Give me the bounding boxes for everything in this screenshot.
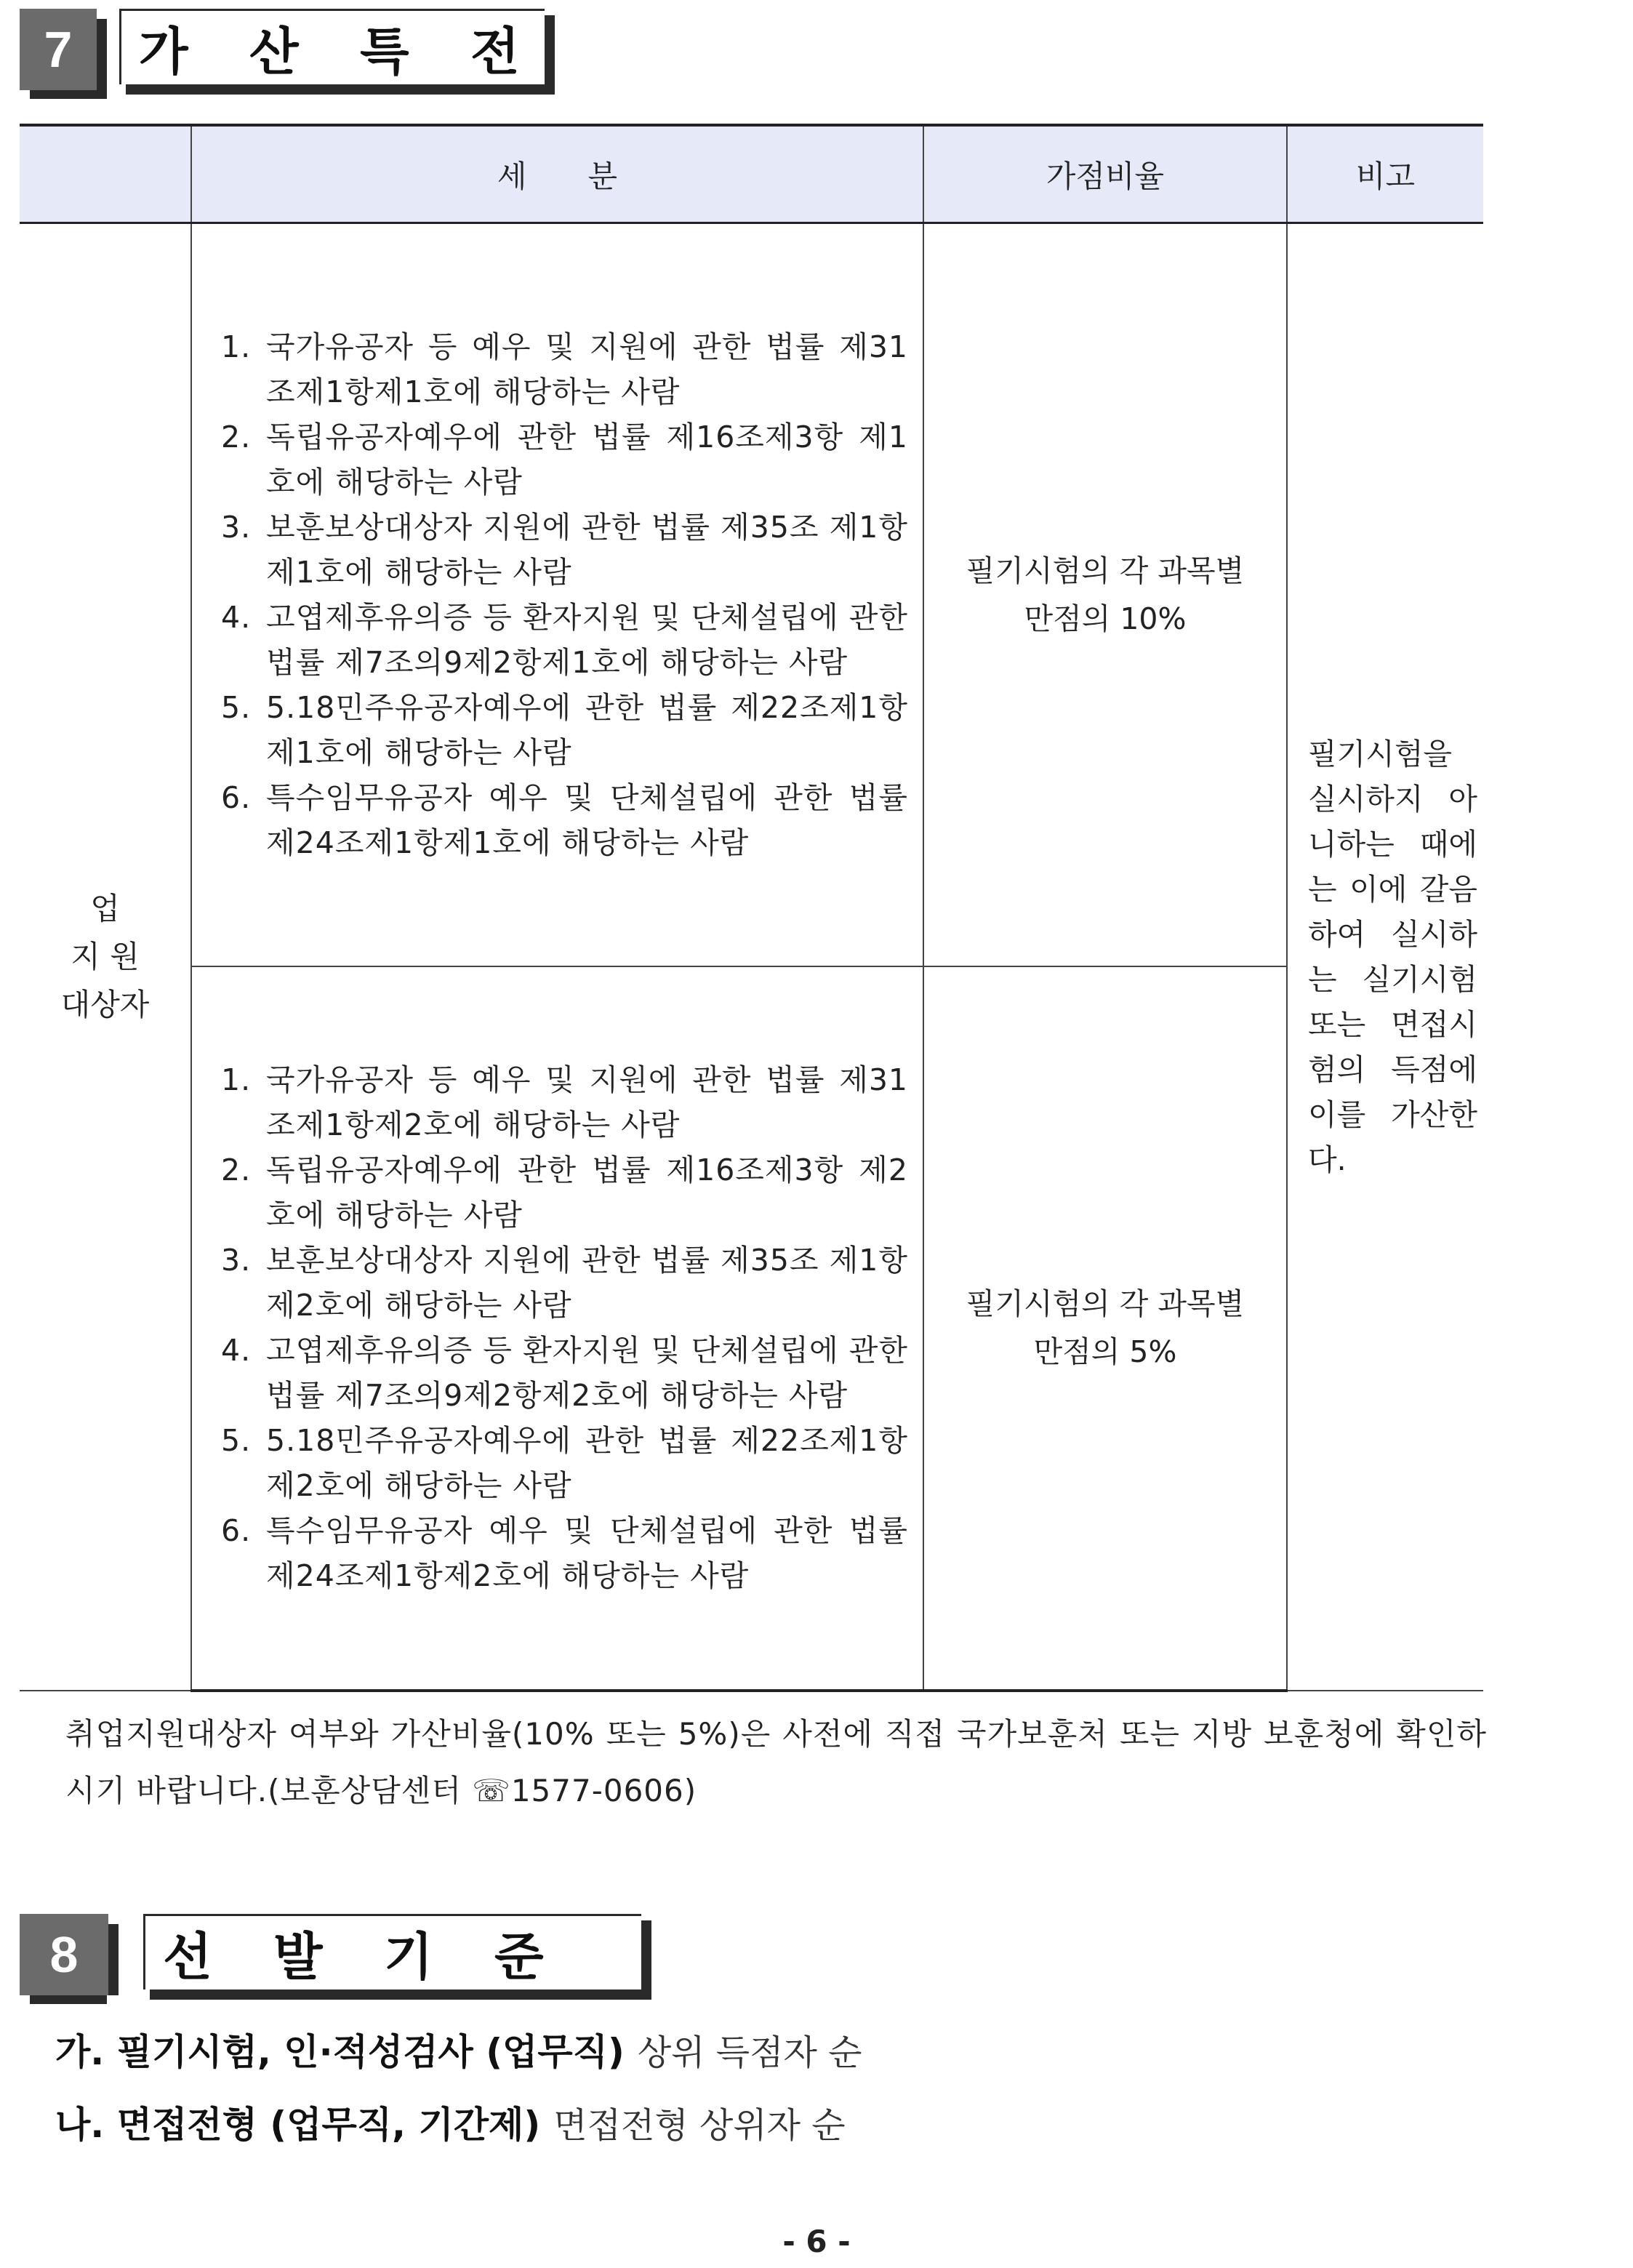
criteria-label: 나. 면접전형 (업무직, 기간제) bbox=[55, 2104, 541, 2146]
page-number: - 6 - bbox=[782, 2224, 851, 2259]
list-item: 5. 5.18민주유공자예우에 관한 법률 제22조제1항제2호에 해당하는 사람 bbox=[221, 1423, 908, 1503]
note-cell: 필기시험을 실시하지 아니하는 때에는 이에 갈음하여 실시하는 실기시험 또는 면접시험의 득점에 이를 가산한다. bbox=[1287, 223, 1483, 1691]
table-row bbox=[20, 223, 1483, 966]
detail-cell-group-1 bbox=[191, 223, 923, 966]
category-line: 지 원 bbox=[71, 938, 140, 974]
rate-line: 만점의 10% bbox=[1024, 601, 1187, 636]
list-item: 1. 국가유공자 등 예우 및 지원에 관한 법률 제31조제1항제2호에 해당하는 사람 bbox=[221, 1062, 908, 1142]
section-title: 선 발 기 준 bbox=[143, 1914, 641, 1989]
notice-paragraph: 취업지원대상자 여부와 가산비율(10% 또는 5%)은 사전에 직접 국가보훈처 또는 지방 보훈청에 확인하시기 바랍니다.(보훈상담센터 ☏1577-0606) bbox=[65, 1716, 1487, 1808]
criteria-rule: 상위 득점자 순 bbox=[637, 2032, 862, 2073]
section-8-header bbox=[20, 1914, 652, 1995]
section-number-badge: 8 bbox=[20, 1914, 108, 1995]
list-item: 4. 고엽제후유의증 등 환자지원 및 단체설립에 관한 법률 제7조의9제2항제2호에 해당하는 사람 bbox=[221, 1333, 908, 1413]
header-rate: 가점비율 bbox=[923, 125, 1287, 223]
section-title: 가 산 특 전 bbox=[119, 9, 545, 84]
list-item: 2. 독립유공자예우에 관한 법률 제16조제3항 제2호에 해당하는 사람 bbox=[221, 1153, 908, 1233]
header-note: 비고 bbox=[1287, 125, 1483, 223]
rate-line: 필기시험의 각 과목별 bbox=[966, 1286, 1245, 1321]
criteria-item-1 bbox=[55, 2023, 862, 2075]
list-item: 6. 특수임무유공자 예우 및 단체설립에 관한 법률 제24조제1항제2호에 해당하는 사람 bbox=[221, 1513, 908, 1593]
criteria-label: 가. 필기시험, 인·적성검사 (업무직) bbox=[55, 2031, 625, 2073]
criteria-item-2 bbox=[55, 2096, 846, 2148]
table-row bbox=[20, 966, 1483, 1691]
list-item: 5. 5.18민주유공자예우에 관한 법률 제22조제1항제1호에 해당하는 사람 bbox=[221, 689, 908, 770]
rate-line: 필기시험의 각 과목별 bbox=[966, 553, 1245, 588]
section-7-header bbox=[20, 9, 550, 90]
category-line: 대상자 bbox=[60, 986, 150, 1022]
list-item: 4. 고엽제후유의증 등 환자지원 및 단체설립에 관한 법률 제7조의9제2항제1호에 해당하는 사람 bbox=[221, 599, 908, 680]
list-item: 6. 특수임무유공자 예우 및 단체설립에 관한 법률 제24조제1항제1호에 해당하는 사람 bbox=[221, 780, 908, 860]
category-line: 업 bbox=[90, 890, 120, 926]
table-header-row bbox=[20, 125, 1483, 223]
list-item: 3. 보훈보상대상자 지원에 관한 법률 제35조 제1항제1호에 해당하는 사람 bbox=[221, 509, 908, 590]
list-item: 2. 독립유공자예우에 관한 법률 제16조제3항 제1호에 해당하는 사람 bbox=[221, 419, 908, 500]
rate-cell-group-2 bbox=[923, 966, 1287, 1691]
list-item: 3. 보훈보상대상자 지원에 관한 법률 제35조 제1항제2호에 해당하는 사람 bbox=[221, 1243, 908, 1323]
list-item: 1. 국가유공자 등 예우 및 지원에 관한 법률 제31조제1항제1호에 해당하는 사람 bbox=[221, 329, 908, 409]
section-number-badge: 7 bbox=[20, 9, 97, 90]
detail-cell-group-2 bbox=[191, 966, 923, 1691]
header-detail: 세 분 bbox=[191, 125, 923, 223]
rate-cell-group-1 bbox=[923, 223, 1287, 966]
category-cell bbox=[20, 223, 191, 1691]
header-blank bbox=[20, 125, 191, 223]
rate-line: 만점의 5% bbox=[1033, 1334, 1177, 1369]
bonus-points-table bbox=[20, 124, 1483, 1692]
criteria-rule: 면접전형 상위자 순 bbox=[553, 2105, 846, 2146]
